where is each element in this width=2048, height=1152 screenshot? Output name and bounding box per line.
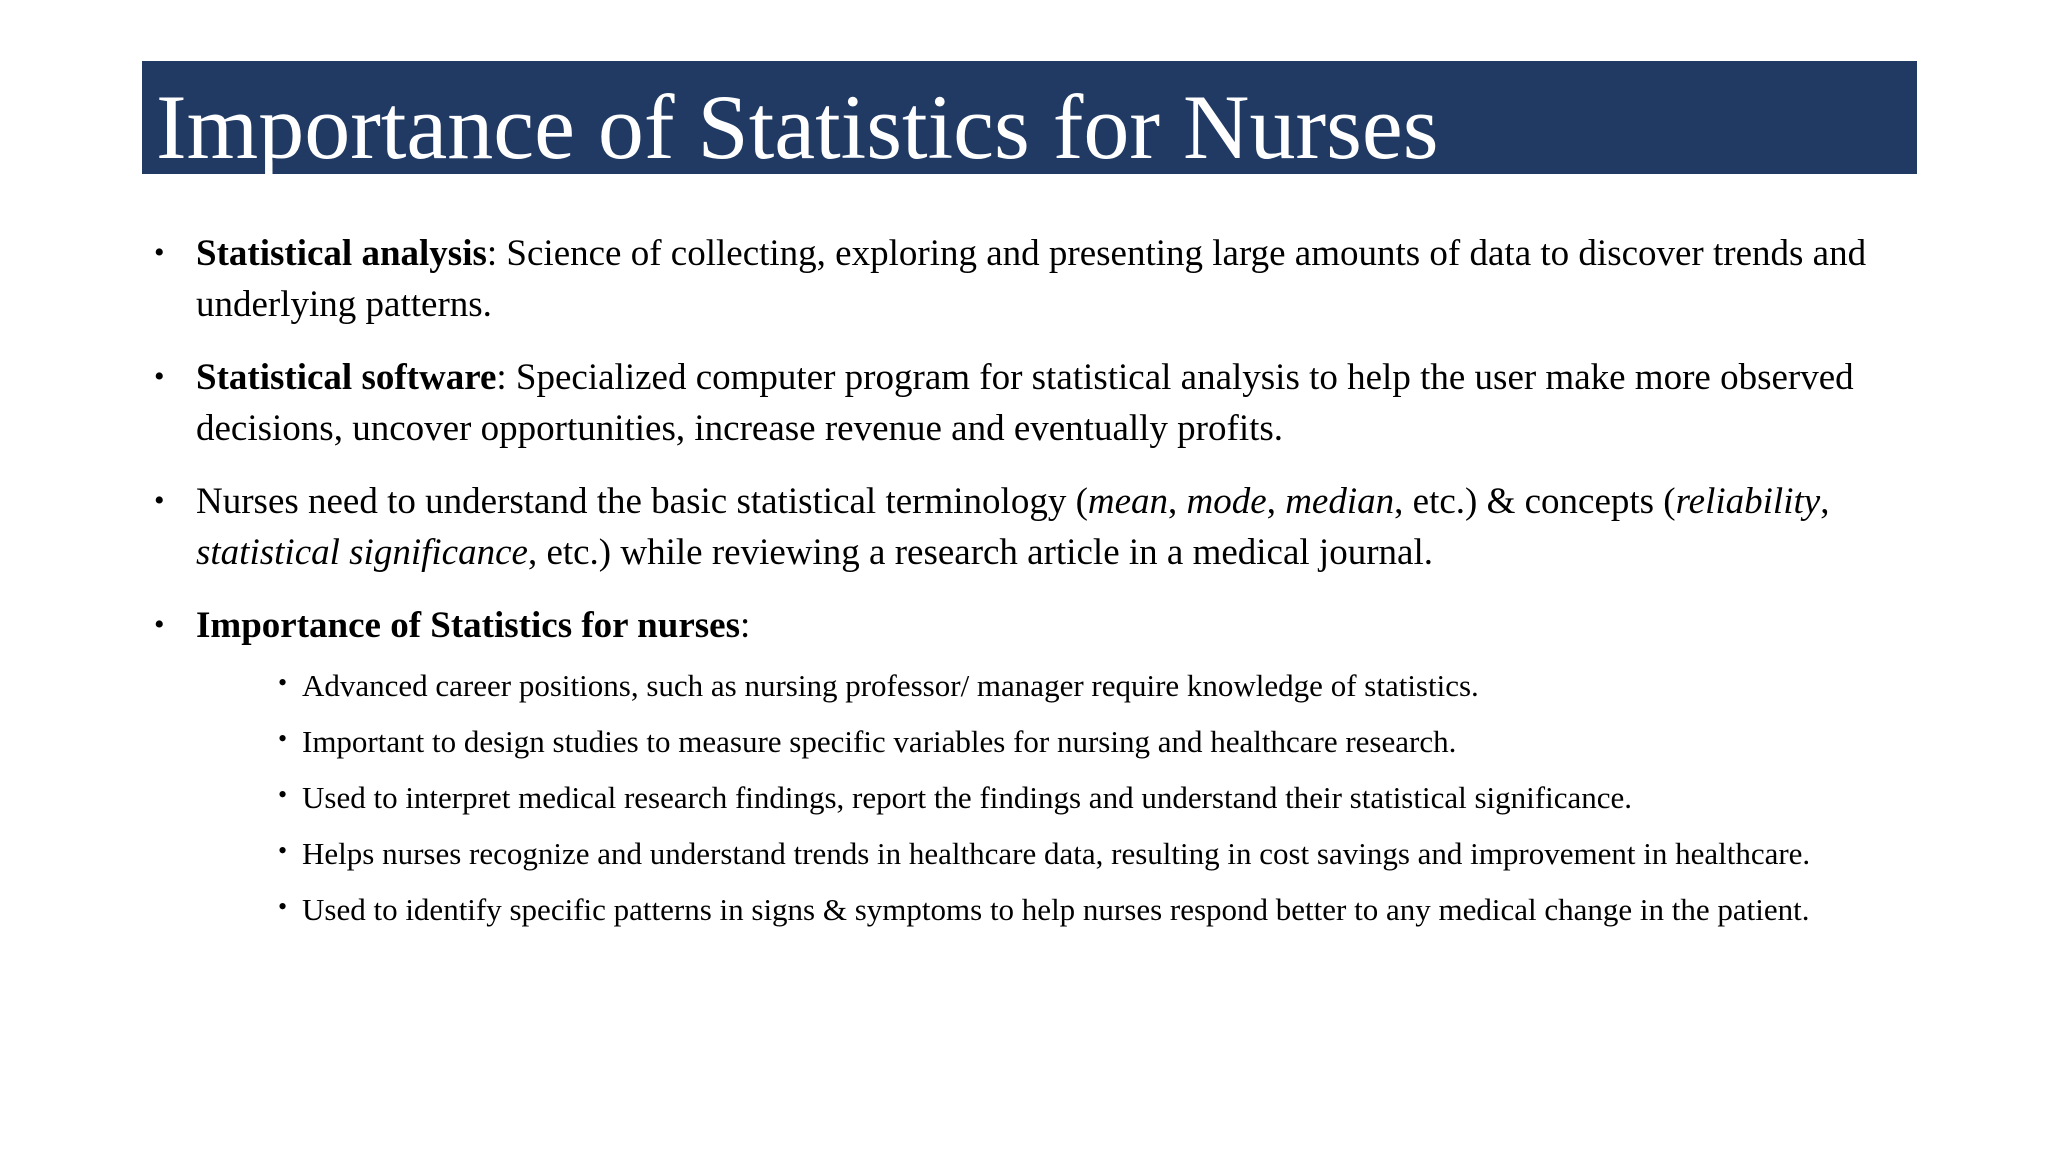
bullet-icon: • — [278, 668, 288, 697]
sub-bullet-item — [196, 719, 1880, 764]
term-statistical-significance: statistical significance — [196, 532, 528, 573]
sub-bullet-text: Advanced career positions, such as nursing professor/ manager require knowledge of statistics. — [302, 668, 1479, 703]
bullet-icon: • — [154, 484, 165, 517]
bullet-text: , — [1266, 481, 1286, 522]
bullet-text: , etc.) & concepts ( — [1394, 481, 1676, 522]
bullet-icon: • — [278, 836, 288, 865]
bullet-icon: • — [154, 608, 165, 641]
sub-bullet-item — [196, 887, 1880, 932]
bullet-text: : — [739, 605, 751, 646]
bullet-icon: • — [278, 724, 288, 753]
bullet-text: : Science of collecting, exploring and presenting large amounts of data to discover trends and underlying patterns. — [196, 233, 1867, 325]
bullet-text: , — [1820, 481, 1830, 522]
bullet-term: Statistical analysis — [196, 233, 487, 274]
term-mode: mode — [1186, 481, 1267, 522]
sub-bullet-item — [196, 663, 1880, 708]
sub-bullet-item — [196, 775, 1880, 820]
bullet-text: , — [1168, 481, 1187, 522]
bullet-term: Statistical software — [196, 357, 497, 398]
sub-bullet-text: Used to interpret medical research findings, report the findings and understand their statistical significance. — [302, 780, 1632, 815]
bullet-text: , etc.) while reviewing a research article in a medical journal. — [527, 532, 1433, 573]
sub-bullet-text: Used to identify specific patterns in signs & symptoms to help nurses respond better to any medical change in the patient. — [302, 892, 1810, 927]
term-reliability: reliability — [1675, 481, 1821, 522]
bullet-icon: • — [278, 892, 288, 921]
slide-title: Importance of Statistics for Nurses — [156, 76, 1439, 178]
bullet-text: : Specialized computer program for statistical analysis to help the user make more observed decisions, uncover opportunities, increase revenue and eventually profits. — [196, 357, 1854, 449]
bullet-icon: • — [154, 236, 165, 269]
bullet-term: Importance of Statistics for nurses — [196, 605, 740, 646]
bullet-icon: • — [278, 780, 288, 809]
bullet-importance — [150, 600, 1880, 932]
bullet-text: Nurses need to understand the basic statistical terminology ( — [196, 481, 1088, 522]
sub-bullet-text: Important to design studies to measure specific variables for nursing and healthcare research. — [302, 724, 1457, 759]
slide-content — [150, 228, 1880, 954]
term-median: median — [1285, 481, 1395, 522]
bullet-statistical-analysis — [150, 228, 1880, 330]
sub-bullet-list — [196, 663, 1880, 932]
sub-bullet-item — [196, 831, 1880, 876]
sub-bullet-text: Helps nurses recognize and understand trends in healthcare data, resulting in cost savings and improvement in healthcare. — [302, 836, 1811, 871]
bullet-statistical-software — [150, 352, 1880, 454]
bullet-icon: • — [154, 360, 165, 393]
bullet-terminology — [150, 476, 1880, 578]
bullet-list — [150, 228, 1880, 932]
term-mean: mean — [1087, 481, 1169, 522]
